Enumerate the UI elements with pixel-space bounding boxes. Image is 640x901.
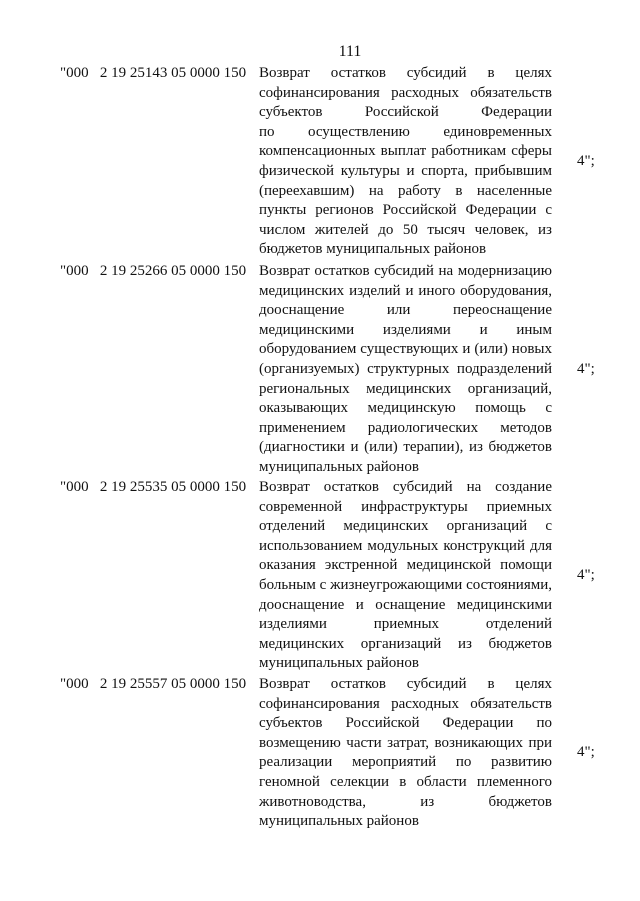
description-line: муниципальных районов [259, 655, 419, 672]
description-line: муниципальных районов [259, 813, 419, 830]
budget-code: "000 2 19 25143 05 0000 150 [60, 65, 247, 81]
description-line: региональных медицинских организаций, [259, 380, 552, 397]
description-line: реализации мероприятий по развитию [259, 754, 552, 771]
description-line: использованием модульных конструкций для [259, 537, 552, 554]
norm-value: 4"; [577, 153, 595, 169]
description-line: современной инфраструктуры приемных [259, 498, 552, 515]
budget-code: "000 2 19 25535 05 0000 150 [60, 479, 247, 495]
description-line: Возврат остатков субсидий на создание [259, 479, 552, 495]
description-line: муниципальных районов [259, 458, 419, 475]
description-line: (диагностики и (или) терапии), из бюджетов [259, 439, 552, 456]
budget-description [259, 262, 552, 478]
norm-value: 4"; [577, 361, 595, 377]
description-line: физической культуры и спорта, прибывшим [259, 162, 552, 179]
description-line: софинансирования расходных обязательств [259, 84, 552, 101]
description-line: софинансирования расходных обязательств [259, 695, 552, 712]
description-line: отделений медицинских организаций с [259, 518, 552, 535]
budget-description [259, 675, 552, 832]
norm-value: 4"; [577, 744, 595, 760]
description-line: медицинских изделий и иного оборудования, [259, 282, 552, 299]
description-line: Возврат остатков субсидий в целях [259, 676, 552, 692]
description-line: животноводства, из бюджетов [259, 793, 552, 810]
description-line: бюджетов муниципальных районов [259, 241, 487, 258]
description-line: пункты регионов Российской Федерации с [259, 202, 552, 219]
budget-code: "000 2 19 25557 05 0000 150 [60, 676, 247, 692]
description-line: оказывающих медицинскую помощь с [259, 400, 552, 417]
description-line: оборудованием существующих и (или) новых [259, 341, 552, 358]
description-line: субъектов Российской Федерации [259, 104, 552, 121]
page-number: 111 [338, 43, 362, 60]
norm-value: 4"; [577, 567, 595, 583]
description-line: (переехавшим) на работу в населенные [259, 182, 552, 199]
description-line: медицинских организаций из бюджетов [259, 635, 552, 652]
description-line: Возврат остатков субсидий в целях [259, 65, 552, 81]
description-line: числом жителей до 50 тысяч человек, из [259, 221, 552, 238]
budget-description [259, 64, 552, 260]
description-line: применением радиологических методов [259, 419, 552, 436]
budget-description [259, 478, 552, 674]
description-line: оказания экстренной медицинской помощи [259, 557, 552, 574]
description-line: по осуществлению единовременных [259, 123, 552, 140]
description-line: изделиями приемных отделений [259, 616, 552, 633]
description-line: (организуемых) структурных подразделений [259, 360, 552, 377]
description-line: компенсационных выплат работникам сферы [259, 143, 552, 160]
description-line: медицинскими изделиями и иным [259, 321, 552, 338]
description-line: дооснащение или переоснащение [259, 302, 552, 319]
description-line: субъектов Российской Федерации по [259, 715, 552, 732]
budget-code: "000 2 19 25266 05 0000 150 [60, 263, 247, 279]
description-line: больным с жизнеугрожающими состояниями, [259, 576, 552, 593]
description-line: возмещению части затрат, возникающих при [259, 734, 552, 751]
description-line: геномной селекции в области племенного [259, 773, 552, 790]
description-line: Возврат остатков субсидий на модернизацию [259, 263, 552, 279]
description-line: дооснащение и оснащение медицинскими [259, 596, 552, 613]
